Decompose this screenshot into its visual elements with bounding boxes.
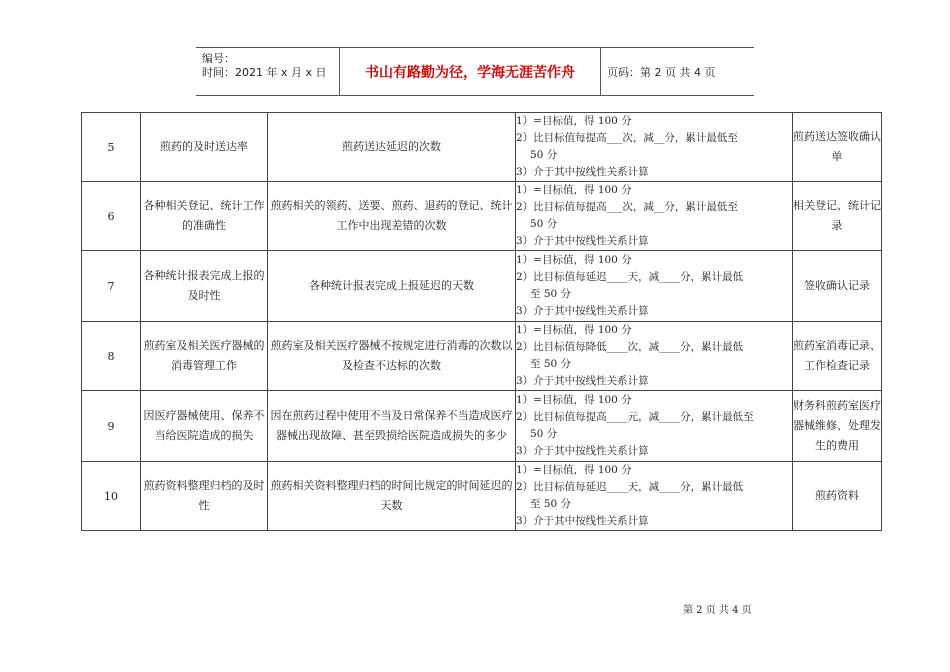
scoring-rule-line: 3）介于其中按线性关系计算 xyxy=(516,375,649,387)
row-number: 10 xyxy=(82,462,141,531)
indicator-name: 各种统计报表完成上报的及时性 xyxy=(141,251,268,322)
table-row xyxy=(82,391,882,462)
data-source: 煎药送达签收确认单 xyxy=(793,113,882,182)
header-meta xyxy=(196,48,339,95)
scoring-rule-line: 3）介于其中按线性关系计算 xyxy=(516,515,649,527)
table-row xyxy=(82,251,882,322)
scoring-rules xyxy=(516,391,793,462)
table-row xyxy=(82,462,882,531)
scoring-rule-line: 2）比目标值每降低____次，减____分，累计最低 xyxy=(516,341,744,353)
table-row xyxy=(82,322,882,391)
row-number: 5 xyxy=(82,113,141,182)
row-number: 8 xyxy=(82,322,141,391)
indicator-definition: 煎药相关的领药、送要、煎药、退药的登记、统计工作中出现差错的次数 xyxy=(268,182,516,251)
scoring-rule-line: 2）比目标值每提高____元，减____分，累计最低至 xyxy=(516,411,754,423)
table-row xyxy=(82,113,882,182)
scoring-rule-line: 至 50 分 xyxy=(530,498,572,510)
scoring-rules xyxy=(516,182,793,251)
scoring-rule-line: 50 分 xyxy=(530,149,558,161)
scoring-rule-line: 1）=目标值，得 100 分 xyxy=(516,184,632,196)
scoring-rules xyxy=(516,251,793,322)
scoring-rule-line: 2）比目标值每提高___次，减__分，累计最低至 xyxy=(516,132,738,144)
data-source: 签收确认记录 xyxy=(793,251,882,322)
scoring-rule-line: 50 分 xyxy=(530,218,558,230)
scoring-rule-line: 1）=目标值，得 100 分 xyxy=(516,254,632,266)
scoring-rule-line: 3）介于其中按线性关系计算 xyxy=(516,305,649,317)
indicator-name: 各种相关登记、统计工作的准确性 xyxy=(141,182,268,251)
scoring-rule-line: 2）比目标值每延迟____天，减____分，累计最低 xyxy=(516,481,744,493)
scoring-rules xyxy=(516,322,793,391)
row-number: 7 xyxy=(82,251,141,322)
scoring-rule-line: 1）=目标值，得 100 分 xyxy=(516,394,632,406)
scoring-rule-line: 至 50 分 xyxy=(530,358,572,370)
row-number: 9 xyxy=(82,391,141,462)
kpi-table xyxy=(81,112,882,531)
page-footer: 第 2 页 共 4 页 xyxy=(683,605,752,616)
scoring-rule-line: 50 分 xyxy=(530,428,558,440)
table-row xyxy=(82,182,882,251)
scoring-rule-line: 至 50 分 xyxy=(530,288,572,300)
scoring-rule-line: 2）比目标值每提高___次，减__分，累计最低至 xyxy=(516,201,738,213)
scoring-rule-line: 1）=目标值，得 100 分 xyxy=(516,464,632,476)
data-source: 财务科煎药室医疗器械维修、处理发生的费用 xyxy=(793,391,882,462)
page-header xyxy=(196,47,754,96)
row-number: 6 xyxy=(82,182,141,251)
indicator-definition: 煎药送达延迟的次数 xyxy=(268,113,516,182)
scoring-rules xyxy=(516,462,793,531)
data-source: 煎药室消毒记录、工作检查记录 xyxy=(793,322,882,391)
document-number-label: 编号： xyxy=(202,52,235,65)
header-motto: 书山有路勤为径，学海无涯苦作舟 xyxy=(339,48,601,95)
scoring-rule-line: 3）介于其中按线性关系计算 xyxy=(516,445,649,457)
header-page-number: 页码：第 2 页 共 4 页 xyxy=(607,65,716,79)
scoring-rule-line: 1）=目标值，得 100 分 xyxy=(516,115,632,127)
data-source: 煎药资料 xyxy=(793,462,882,531)
scoring-rules xyxy=(516,113,793,182)
indicator-definition: 各种统计报表完成上报延迟的天数 xyxy=(268,251,516,322)
scoring-rule-line: 3）介于其中按线性关系计算 xyxy=(516,166,649,178)
scoring-rule-line: 3）介于其中按线性关系计算 xyxy=(516,235,649,247)
indicator-name: 因医疗器械使用、保养不当给医院造成的损失 xyxy=(141,391,268,462)
indicator-name: 煎药的及时送达率 xyxy=(141,113,268,182)
indicator-definition: 因在煎药过程中使用不当及日常保养不当造成医疗器械出现故障、甚至毁损给医院造成损失的多少 xyxy=(268,391,516,462)
indicator-name: 煎药资料整理归档的及时性 xyxy=(141,462,268,531)
document-time-label: 时间：2021 年 x 月 x 日 xyxy=(202,66,327,79)
scoring-rule-line: 1）=目标值，得 100 分 xyxy=(516,324,632,336)
indicator-definition: 煎药相关资料整理归档的时间比规定的时间延迟的天数 xyxy=(268,462,516,531)
scoring-rule-line: 2）比目标值每延迟____天，减____分，累计最低 xyxy=(516,271,744,283)
indicator-definition: 煎药室及相关医疗器械不按规定进行消毒的次数以及检查不达标的次数 xyxy=(268,322,516,391)
data-source: 相关登记、统计记录 xyxy=(793,182,882,251)
indicator-name: 煎药室及相关医疗器械的消毒管理工作 xyxy=(141,322,268,391)
